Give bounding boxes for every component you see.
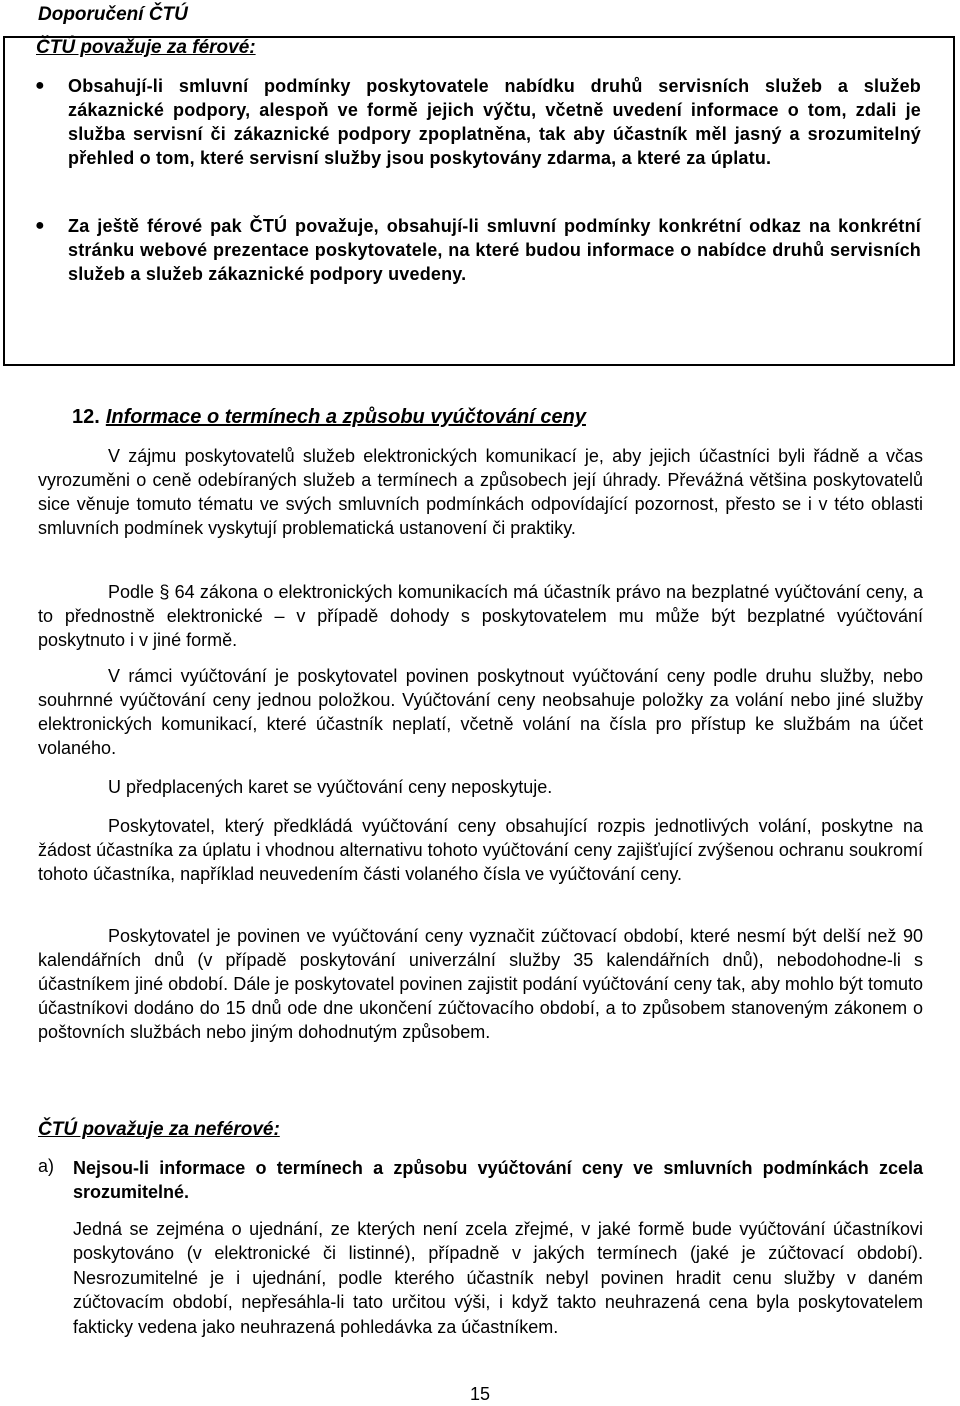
list-item-label: a) — [38, 1156, 55, 1176]
page-header: Doporučení ČTÚ — [38, 4, 188, 25]
section-number: 12. — [72, 406, 100, 428]
bullet-text: Za ještě férové pak ČTÚ považuje, obsahují-li smluvní podmínky konkrétní odkaz na konkrétní stránku webové prezentace poskytovatele, na které budou informace o nabídce druhů servisních služeb a služeb zákaznické podpory uvedeny. — [68, 216, 921, 284]
section-paragraph: Poskytovatel je povinen ve vyúčtování ceny vyznačit zúčtovací období, které nesmí být delší než 90 kalendářních dnů (v případě poskytování univerzální služby 35 kalendářních dnů), nebodohodne-li s účastníkem jiné období. Dále je poskytovatel povinen zajistit podání vyúčtování ceny tak, aby mohlo být tomuto účastníkovi dodáno do 15 dnů ode dne ukončení zúčtovacího období, a to způsobem stanoveným zákonem o poštovních službách nebo jiným dohodnutým způsobem. — [38, 926, 923, 1042]
recommendation-bullet — [35, 74, 921, 170]
section-paragraph: U předplacených karet se vyúčtování ceny neposkytuje. — [108, 777, 553, 797]
section-paragraph: Poskytovatel, který předkládá vyúčtování ceny obsahující rozpis jednotlivých volání, poskytne na žádost účastníka za úplatu i vhodnou alternativu tohoto vyúčtování ceny zajišťující zvýšenou ochranu soukromí tohoto účastníka, například neuvedením části volaného čísla ve vyúčtování ceny. — [38, 816, 923, 884]
section-paragraph: V zájmu poskytovatelů služeb elektronických komunikací je, aby jejich účastníci byli řádně a včas vyrozuměni o ceně odebíraných služeb a termínech a způsobech její úhrady. Převážná většina poskytovatelů sice věnuje tomuto tématu ve svých smluvních podmínkách odpovídající pozornost, přesto se i v této oblasti smluvních podmínek vyskytují problematická ustanovení či praktiky. — [38, 446, 923, 538]
list-item-text: Jedná se zejména o ujednání, ze kterých není zcela zřejmé, v jaké formě bude vyúčtování účastníkovi poskytováno (v elektronické či listinné), případně v jakých termínech (jaké je zúčtovací období). Nesrozumitelné je i ujednání, podle kterého účastník nebyl povinen hradit cenu služby v daném zúčtovacím období, nepřesáhla-li tato určitou výši, i když takto neuhrazená cena byla poskytovatelem fakticky vedena jako neuhrazená pohledávka za účastníkem. — [73, 1219, 923, 1337]
unfair-heading: ČTÚ považuje za neférové: — [38, 1119, 280, 1140]
list-item-title: Nejsou-li informace o termínech a způsobu vyúčtování ceny ve smluvních podmínkách zcela srozumitelné. — [73, 1158, 923, 1202]
bullet-dot-icon: ● — [35, 77, 45, 94]
section-title-text: Informace o termínech a způsobu vyúčtování ceny — [105, 406, 586, 428]
bullet-text: Obsahují-li smluvní podmínky poskytovatele nabídku druhů servisních služeb a služeb zákaznické podpory, alespoň ve formě jejich výčtu, včetně uvedení informace o tom, zdali je služba servisní či zákaznické podpory zpoplatněna, tak aby účastník měl jasný a srozumitelný přehled o tom, které servisní služby jsou poskytovány zdarma, a které za úplatu. — [68, 76, 921, 168]
recommendation-heading: ČTÚ považuje za férové: — [36, 37, 256, 58]
section-paragraph: Podle § 64 zákona o elektronických komunikacích má účastník právo na bezplatné vyúčtování ceny, a to přednostně elektronické – v případě dohody s poskytovatelem mu může být bezplatné vyúčtování poskytnuto i v jiné formě. — [38, 582, 923, 650]
page-number: 15 — [469, 1384, 491, 1404]
bullet-dot-icon: ● — [35, 217, 45, 234]
recommendation-bullet — [35, 214, 921, 286]
section-title — [72, 406, 586, 429]
section-paragraph: V rámci vyúčtování je poskytovatel povinen poskytnout vyúčtování ceny podle druhu služby, nebo souhrnné vyúčtování ceny jednou položkou. Vyúčtování ceny neobsahuje položky za volání nebo jiné služby elektronických komunikací, které účastník neplatí, včetně volání na čísla pro přístup ke službám na účet volaného. — [38, 666, 923, 758]
